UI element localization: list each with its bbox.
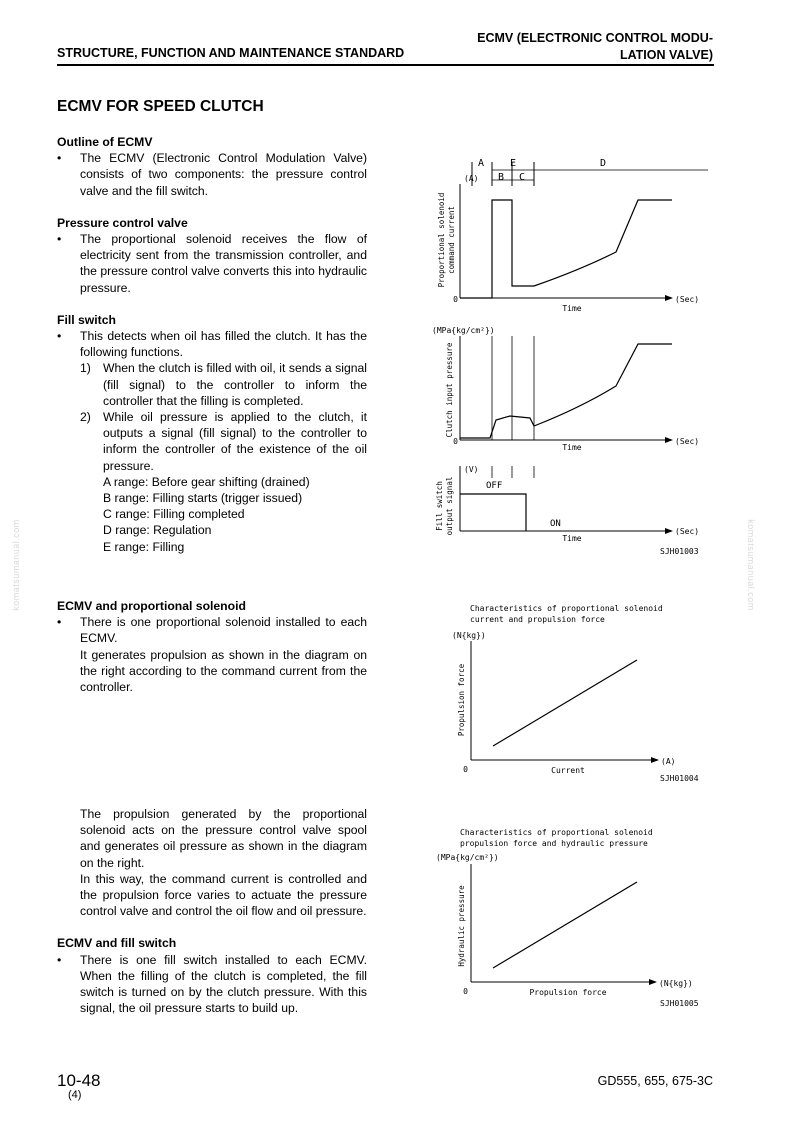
page-number: 10-48 [57, 1071, 101, 1090]
header-rule [57, 64, 714, 66]
header-topic [430, 30, 713, 64]
figure-title-line1: Characteristics of proportional solenoid [460, 828, 653, 837]
figure-title-line1: Characteristics of proportional solenoid [470, 604, 663, 613]
header-section-title: STRUCTURE, FUNCTION AND MAINTENANCE STANDARD [57, 46, 405, 60]
x-label: Current [551, 766, 585, 775]
chart2-x-label: Time [562, 443, 582, 452]
figure-code: SJH01004 [660, 774, 699, 783]
range-e: E range: Filling [103, 539, 185, 554]
outline-heading: Outline of ECMV [57, 135, 153, 149]
watermark-right: komatsumanual.com [745, 519, 756, 611]
switch-signal-curve [460, 494, 526, 531]
chart1-y-unit: (A) [464, 174, 479, 183]
timing-diagram-figure [430, 150, 720, 570]
range-label-e: E [510, 158, 517, 169]
text-column-propulsion [57, 806, 367, 1016]
chart1-x-unit: (Sec) [675, 295, 700, 304]
range-label-b: B [498, 172, 505, 183]
text-column-solenoid [57, 598, 367, 695]
chart2-y-label: Clutch input pressure [445, 342, 454, 438]
range-b: B range: Filling starts (trigger issued) [103, 491, 303, 506]
chart3-y-label-line2: output signal [445, 476, 454, 536]
figure-code: SJH01003 [660, 547, 699, 556]
ecmv-fill-text: • There is one fill switch installed to each ECMV. When the filling of the clutch is completed, the fill switch is turned on by the clutch pressure. With this signal, the oil pressure starts to build up. [57, 952, 367, 1017]
chart3-x-label: Time [562, 534, 582, 543]
characteristic-line [493, 882, 637, 968]
x-label: Propulsion force [529, 988, 607, 997]
switch-on-label: ON [550, 519, 561, 529]
characteristic-line [493, 660, 637, 746]
chart1-zero: 0 [453, 295, 458, 304]
chart3-y-unit: (V) [464, 465, 479, 474]
ecmv-fill-heading: ECMV and fill switch [57, 936, 177, 951]
range-c: C range: Filling completed [103, 507, 245, 522]
chart1-x-label: Time [562, 304, 582, 313]
range-label-a: A [478, 158, 485, 169]
chart3-x-unit: (Sec) [675, 527, 700, 536]
model-number: GD555, 655, 675-3C [597, 1074, 713, 1088]
fill-switch-intro: • This detects when oil has filled the clutch. It has the following functions. [57, 328, 367, 360]
item-number: 2) [80, 410, 91, 425]
current-curve [460, 200, 672, 298]
y-unit: (N{kg}) [452, 631, 486, 640]
figure-title-line2: propulsion force and hydraulic pressure [460, 839, 648, 848]
zero-label: 0 [463, 765, 468, 774]
fill-switch-item-1 [57, 360, 367, 409]
item-text: When the clutch is filled with oil, it sends a signal (fill signal) to the controller to inform the controller that the filling is completed. [103, 361, 367, 408]
chart1-y-label-line2: command current [447, 206, 456, 274]
range-a: A range: Before gear shifting (drained) [103, 474, 310, 489]
header-topic-line1: ECMV (ELECTRONIC CONTROL MODU- [477, 31, 713, 45]
chart3-y-label-line1: Fill switch [435, 481, 444, 531]
current-force-figure [430, 600, 720, 790]
chart2-zero: 0 [453, 437, 458, 446]
pressure-valve-heading: Pressure control valve [57, 215, 188, 230]
range-label-c: C [519, 172, 526, 183]
ecmv-solenoid-heading: ECMV and proportional solenoid [57, 599, 246, 613]
chart2-x-unit: (Sec) [675, 437, 700, 446]
switch-off-label: OFF [486, 481, 503, 491]
ecmv-solenoid-text: It generates propulsion as shown in the diagram on the right according to the command current from the controller. [80, 647, 367, 695]
x-unit: (A) [661, 757, 676, 766]
page-title: ECMV FOR SPEED CLUTCH [57, 98, 264, 115]
y-label: Propulsion force [457, 663, 466, 737]
watermark-left: komatsumanual.com [10, 519, 21, 611]
header-topic-line2: LATION VALVE) [619, 48, 713, 62]
revision-number: (4) [68, 1089, 82, 1101]
fill-switch-heading: Fill switch [57, 312, 116, 327]
propulsion-text-2: In this way, the command current is controlled and the propulsion force varies to actuate the pressure control valve and control the oil flow and oil pressure. [80, 871, 367, 919]
ecmv-solenoid-bullet: • There is one proportional solenoid installed to each ECMV. [57, 614, 367, 646]
zero-label: 0 [463, 987, 468, 996]
figure-code: SJH01005 [660, 999, 699, 1008]
propulsion-text-1: The propulsion generated by the proportional solenoid acts on the pressure control valve spool and generates oil pressure as shown in the diagram on the right. [80, 807, 367, 870]
y-label: Hydraulic pressure [457, 885, 466, 967]
text-column-top [57, 134, 367, 555]
range-d: D range: Regulation [103, 523, 212, 538]
y-unit: (MPa{kg/cm²}) [436, 853, 499, 862]
range-label-d: D [600, 158, 607, 169]
force-pressure-figure [430, 822, 720, 1018]
pressure-valve-text: • The proportional solenoid receives the flow of electricity sent from the transmission controller, and the pressure control valve converts this into hydraulic pressure. [57, 231, 367, 296]
outline-text: • The ECMV (Electronic Control Modulation Valve) consists of two components: the pressure control valve and the fill switch. [57, 150, 367, 199]
figure-title-line2: current and propulsion force [470, 615, 605, 624]
fill-switch-item-2 [57, 409, 367, 474]
chart1-y-label-line1: Proportional solenoid [437, 192, 446, 288]
chart2-y-unit: (MPa{kg/cm²}) [432, 326, 495, 335]
item-number: 1) [80, 361, 91, 376]
item-text: While oil pressure is applied to the clutch, it outputs a signal (fill signal) to the controller to inform the controller of the existence of the oil pressure. [103, 410, 367, 473]
x-unit: (N{kg}) [659, 979, 693, 988]
